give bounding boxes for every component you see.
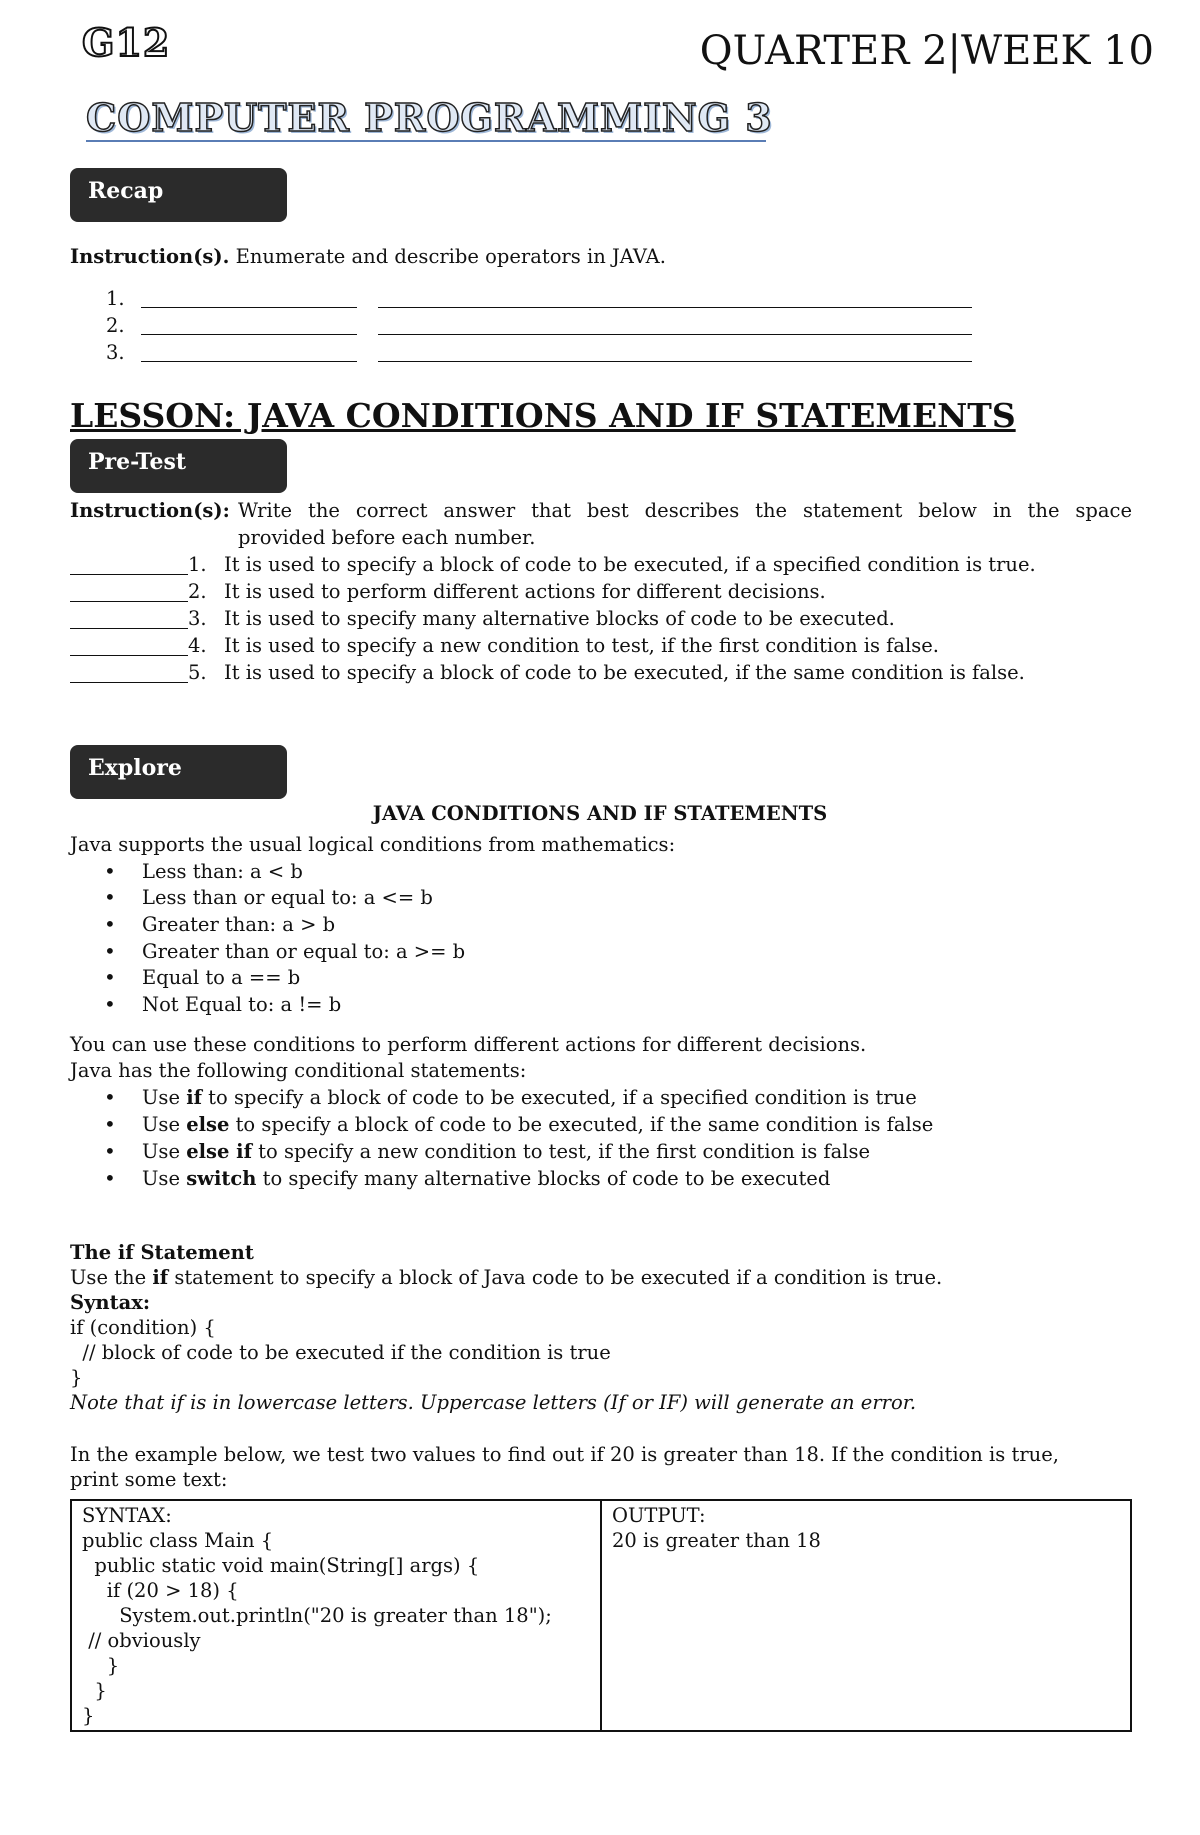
recap-instruction-text: Enumerate and describe operators in JAVA.: [235, 245, 666, 268]
pretest-item-4-text: It is used to specify a new condition to test, if the first condition is false.: [224, 634, 940, 657]
condition-item: Less than: a < b: [142, 860, 303, 883]
recap-blank-3b: [378, 361, 972, 362]
pretest-blank-1: [70, 574, 188, 575]
condition-item: Equal to a == b: [142, 966, 301, 989]
statement-item: Use if to specify a block of code to be executed, if a specified condition is true: [142, 1086, 917, 1109]
bullet-icon: •: [104, 965, 116, 989]
lowercase-note: Note that if is in lowercase letters. Uppercase letters (If or IF) will generate an error.: [70, 1391, 917, 1414]
pretest-blank-2: [70, 601, 188, 602]
statement-item: Use else if to specify a new condition to test, if the first condition is false: [142, 1140, 871, 1163]
bullet-icon: •: [104, 1139, 116, 1163]
pretest-item-4-num: 4.: [188, 634, 207, 657]
pretest-item-2-num: 2.: [188, 580, 207, 603]
example-table: [70, 1499, 1132, 1732]
pretest-instruction-line2: provided before each number.: [238, 526, 536, 549]
output-text: 20 is greater than 18: [612, 1529, 821, 1552]
pretest-item-5-text: It is used to specify a block of code to be executed, if the same condition is false.: [224, 661, 1025, 684]
recap-instruction-label: Instruction(s).: [70, 245, 230, 268]
pretest-item-3-text: It is used to specify many alternative blocks of code to be executed.: [224, 607, 895, 630]
syntax-line: if (condition) {: [70, 1316, 216, 1339]
example-intro-line1: In the example below, we test two values to find out if 20 is greater than 18. If the condition is true,: [70, 1443, 1059, 1466]
pretest-item-1-text: It is used to specify a block of code to be executed, if a specified condition is true.: [224, 553, 1036, 576]
bullet-icon: •: [104, 885, 116, 909]
recap-blank-3a: [141, 361, 357, 362]
recap-number-2: 2.: [106, 314, 125, 337]
syntax-line: }: [70, 1366, 83, 1389]
syntax-header: SYNTAX:: [82, 1504, 172, 1527]
output-header: OUTPUT:: [612, 1504, 706, 1527]
explore-para-1: You can use these conditions to perform different actions for different decisions.: [70, 1033, 867, 1056]
pretest-blank-3: [70, 628, 188, 629]
bullet-icon: •: [104, 1112, 116, 1136]
subject-title: COMPUTER PROGRAMMING 3: [86, 95, 773, 140]
condition-item: Greater than or equal to: a >= b: [142, 940, 466, 963]
bullet-icon: •: [104, 859, 116, 883]
condition-item: Not Equal to: a != b: [142, 993, 342, 1016]
recap-number-1: 1.: [106, 287, 125, 310]
bullet-icon: •: [104, 939, 116, 963]
quarter-week-label: QUARTER 2|WEEK 10: [699, 28, 1154, 74]
pretest-item-2-text: It is used to perform different actions for different decisions.: [224, 580, 826, 603]
recap-blank-1b: [378, 307, 972, 308]
pretest-item-5-num: 5.: [188, 661, 207, 684]
explore-para-2: Java has the following conditional statements:: [70, 1059, 527, 1082]
pretest-blank-5: [70, 682, 188, 683]
subject-underline: [86, 140, 766, 142]
recap-blank-2b: [378, 334, 972, 335]
pretest-blank-4: [70, 655, 188, 656]
example-intro-line2: print some text:: [70, 1468, 228, 1491]
recap-number-3: 3.: [106, 341, 125, 364]
bullet-icon: •: [104, 1166, 116, 1190]
bullet-icon: •: [104, 912, 116, 936]
recap-badge: Recap: [70, 168, 287, 222]
recap-blank-2a: [141, 334, 357, 335]
if-statement-desc: Use the if statement to specify a block of Java code to be executed if a condition is true.: [70, 1266, 943, 1289]
syntax-cell: [71, 1500, 601, 1731]
pretest-instruction-line1: Write the correct answer that best describes the statement below in the space: [238, 499, 1132, 522]
condition-item: Greater than: a > b: [142, 913, 336, 936]
recap-instruction: [70, 243, 666, 270]
explore-badge: Explore: [70, 745, 287, 799]
if-statement-heading: The if Statement: [70, 1241, 254, 1264]
grade-label: G12: [82, 20, 171, 65]
explore-heading: JAVA CONDITIONS AND IF STATEMENTS: [372, 802, 828, 825]
syntax-line: // block of code to be executed if the condition is true: [70, 1341, 611, 1364]
lesson-title: LESSON: JAVA CONDITIONS AND IF STATEMENTS: [70, 396, 1016, 435]
explore-intro: Java supports the usual logical conditions from mathematics:: [70, 833, 676, 856]
condition-item: Less than or equal to: a <= b: [142, 886, 433, 909]
statement-item: Use else to specify a block of code to be executed, if the same condition is false: [142, 1113, 934, 1136]
bullet-icon: •: [104, 992, 116, 1016]
bullet-icon: •: [104, 1085, 116, 1109]
syntax-label: Syntax:: [70, 1291, 151, 1314]
output-cell: [601, 1500, 1131, 1731]
pretest-instruction-label: Instruction(s):: [70, 499, 230, 522]
pretest-item-1-num: 1.: [188, 553, 207, 576]
pretest-item-3-num: 3.: [188, 607, 207, 630]
pretest-badge: Pre-Test: [70, 439, 287, 493]
code-block: public class Main { public static void main(String[] args) { if (20 > 18) { System.out.println("20 is greater than 18"); // obviously } } }: [82, 1529, 552, 1727]
recap-blank-1a: [141, 307, 357, 308]
statement-item: Use switch to specify many alternative blocks of code to be executed: [142, 1167, 831, 1190]
